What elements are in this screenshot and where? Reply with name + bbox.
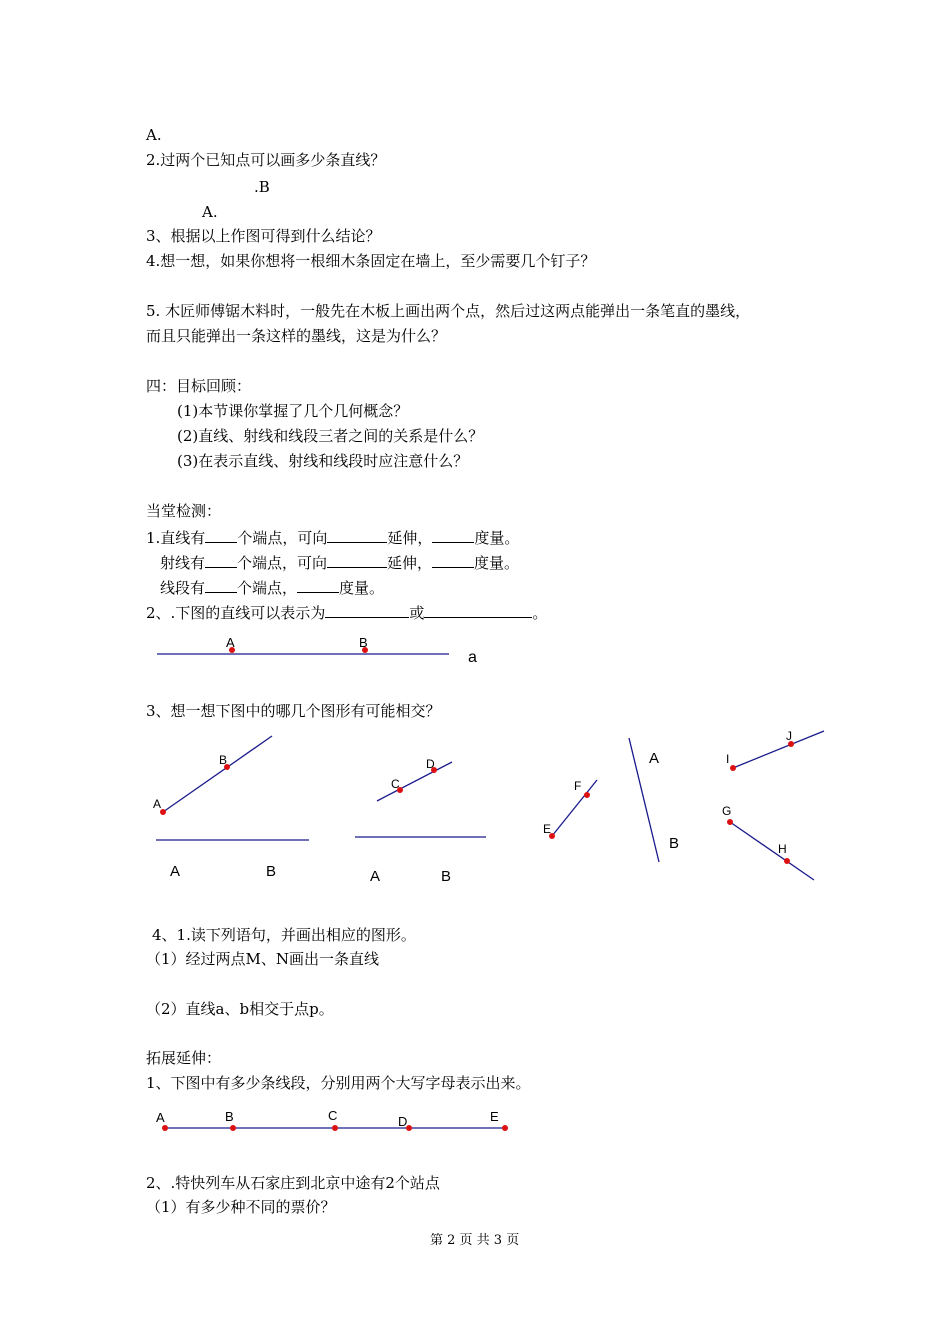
extension-heading: 拓展延伸： bbox=[146, 1049, 222, 1067]
question-5-line-1: 5. 木匠师傅锯木料时，一般先在木板上画出两个点，然后过这两点能弹出一条笔直的墨线， bbox=[146, 302, 751, 320]
point-c-label: C bbox=[328, 1108, 338, 1123]
question-3: 3、根据以上作图可得到什么结论？ bbox=[146, 227, 381, 245]
text: 1.直线有 bbox=[146, 529, 206, 547]
answer-a: A. bbox=[146, 126, 162, 144]
extension-question-2: 2、.特快列车从石家庄到北京中途有2个站点 bbox=[146, 1174, 440, 1192]
point-label: J bbox=[786, 729, 792, 743]
text: 2、.下图的直线可以表示为 bbox=[146, 604, 326, 622]
segment-end-label: A bbox=[649, 750, 660, 767]
point-label: C bbox=[391, 777, 400, 791]
test-heading: 当堂检测： bbox=[146, 502, 222, 520]
test-question-3: 3、想一想下图中的哪几个图形有可能相交？ bbox=[146, 702, 441, 720]
review-item-3: (3)在表示直线、射线和线段时应注意什么？ bbox=[177, 452, 469, 470]
segment-end-label: B bbox=[669, 835, 680, 852]
point-a-label: A. bbox=[202, 203, 218, 221]
text: 个端点，可向 bbox=[237, 529, 328, 547]
text: 个端点， bbox=[237, 579, 298, 597]
point-label: G bbox=[722, 804, 732, 818]
page-footer: 第 2 页 共 3 页 bbox=[430, 1233, 520, 1248]
test-question-4: 4、1.读下列语句，并画出相应的图形。 bbox=[152, 926, 416, 944]
text: 度量。 bbox=[474, 554, 520, 572]
point-e-label: E bbox=[490, 1109, 499, 1124]
extension-question-1: 1、下图中有多少条线段，分别用两个大写字母表示出来。 bbox=[146, 1074, 531, 1092]
text: 个端点，可向 bbox=[237, 554, 328, 572]
point-label: E bbox=[543, 822, 552, 836]
review-item-2: (2)直线、射线和线段三者之间的关系是什么？ bbox=[177, 427, 484, 445]
segment-end-label: A bbox=[170, 863, 181, 880]
question-5-line-2: 而且只能弹出一条这样的墨线，这是为什么？ bbox=[146, 327, 447, 345]
point-label: B bbox=[219, 753, 228, 767]
point-label: I bbox=[726, 752, 730, 766]
point-e bbox=[502, 1125, 508, 1131]
segment-end-label: B bbox=[266, 863, 277, 880]
text: 延伸， bbox=[387, 554, 433, 572]
point-label: H bbox=[778, 842, 787, 856]
text: 或 bbox=[409, 604, 425, 622]
point-label: A bbox=[153, 797, 162, 811]
review-heading: 四：目标回顾： bbox=[146, 377, 252, 395]
point-a-label: A bbox=[226, 635, 235, 650]
segment-end-label: B bbox=[441, 868, 452, 885]
text: 线段有 bbox=[160, 579, 206, 597]
text: 。 bbox=[532, 604, 548, 622]
extension-question-2-1: （1）有多少种不同的票价？ bbox=[146, 1198, 336, 1216]
line-name-label: a bbox=[468, 649, 477, 666]
test-question-4-1: （1）经过两点M、N画出一条直线 bbox=[146, 950, 380, 968]
text: 度量。 bbox=[474, 529, 520, 547]
point-d-label: D bbox=[398, 1114, 408, 1129]
question-4: 4.想一想，如果你想将一根细木条固定在墙上，至少需要几个钉子？ bbox=[146, 252, 596, 270]
point-b bbox=[230, 1125, 236, 1131]
segment-end-label: A bbox=[370, 868, 381, 885]
point-a bbox=[162, 1125, 168, 1131]
text: 延伸， bbox=[387, 529, 433, 547]
test-question-4-2: （2）直线a、b相交于点p。 bbox=[146, 1000, 334, 1018]
point-label: F bbox=[574, 779, 582, 793]
text: 射线有 bbox=[160, 554, 206, 572]
point-b-label: B bbox=[359, 635, 368, 650]
review-item-1: (1)本节课你掌握了几个几何概念？ bbox=[177, 402, 409, 420]
point-b-label: B bbox=[225, 1109, 234, 1124]
text: 度量。 bbox=[339, 579, 385, 597]
point-a-label: A bbox=[156, 1110, 165, 1125]
point-b-label: .B bbox=[254, 178, 270, 196]
question-2: 2.过两个已知点可以画多少条直线？ bbox=[146, 151, 386, 169]
point-c bbox=[332, 1125, 338, 1131]
point-label: D bbox=[426, 757, 435, 771]
